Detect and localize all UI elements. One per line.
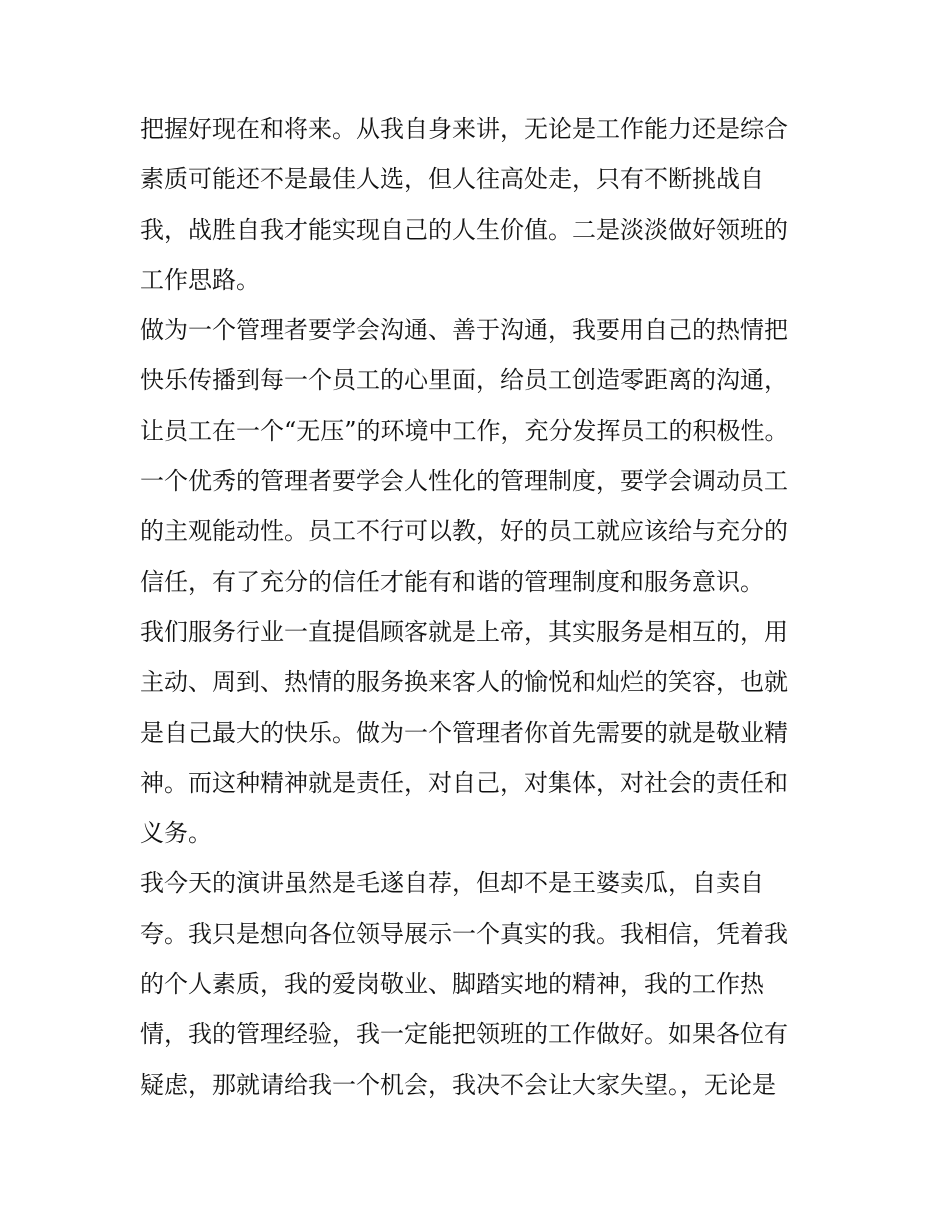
text-line: 义务。 (140, 819, 212, 848)
text-line: 把握好现在和将来。从我自身来讲，无论是工作能力还是综合 (140, 115, 788, 143)
text-line: 夸。我只是想向各位领导展示一个真实的我。我相信，凭着我 (140, 919, 788, 948)
text-line: 我今天的演讲虽然是毛遂自荐，但却不是王婆卖瓜，自卖自 (140, 869, 764, 898)
text-line: 是自己最大的快乐。做为一个管理者你首先需要的就是敬业精 (140, 718, 788, 747)
text-line: 素质可能还不是最佳人选，但人往高处走，只有不断挑战自 (140, 165, 764, 194)
text-line: 让员工在一个“无压”的环境中工作，充分发挥员工的积极性。 (140, 416, 789, 445)
text-line: 疑虑，那就请给我一个机会，我决不会让大家失望。，无论是 (140, 1070, 776, 1099)
text-line: 一个优秀的管理者要学会人性化的管理制度，要学会调动员工 (140, 467, 788, 496)
text-line: 主动、周到、热情的服务换来客人的愉悦和灿烂的笑容，也就 (140, 668, 788, 697)
text-line: 的主观能动性。员工不行可以教，好的员工就应该给与充分的 (140, 517, 788, 546)
text-line: 快乐传播到每一个员工的心里面，给员工创造零距离的沟通， (140, 366, 788, 395)
text-line: 的个人素质，我的爱岗敬业、脚踏实地的精神，我的工作热 (140, 970, 764, 999)
text-line: 做为一个管理者要学会沟通、善于沟通，我要用自己的热情把 (140, 316, 788, 345)
text-line: 我们服务行业一直提倡顾客就是上帝，其实服务是相互的，用 (140, 617, 788, 646)
body-text (140, 104, 820, 1110)
text-line: 情，我的管理经验，我一定能把领班的工作做好。如果各位有 (140, 1020, 788, 1049)
text-line: 工作思路。 (140, 265, 260, 294)
text-line: 信任，有了充分的信任才能有和谐的管理制度和服务意识。 (140, 567, 764, 596)
text-line: 神。而这种精神就是责任，对自己，对集体，对社会的责任和 (140, 768, 788, 797)
text-line: 我，战胜自我才能实现自己的人生价值。二是淡淡做好领班的 (140, 215, 788, 244)
